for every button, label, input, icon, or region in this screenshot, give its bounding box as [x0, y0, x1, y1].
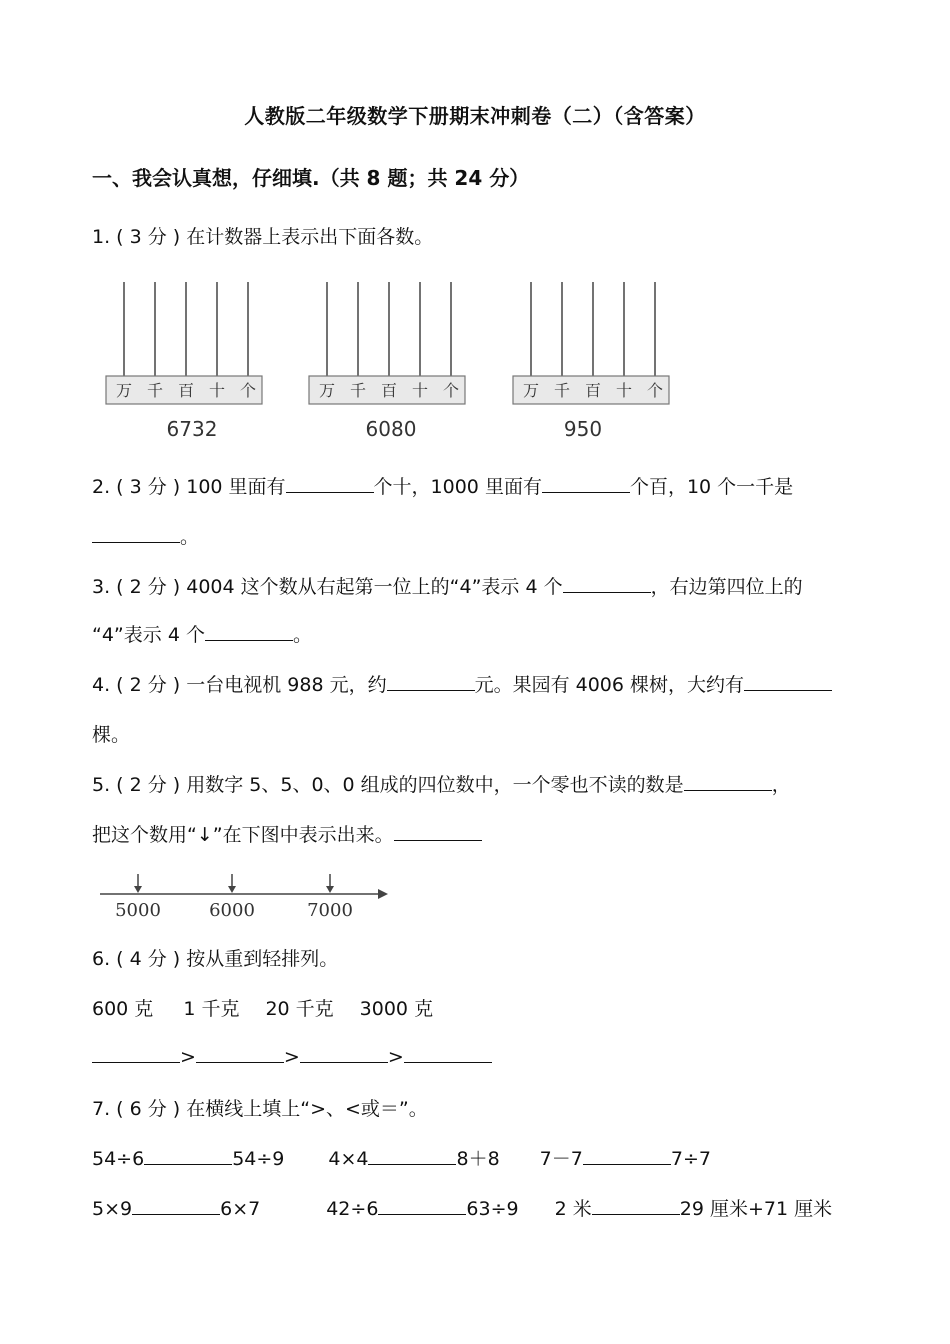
place-bai: 百	[177, 381, 195, 400]
abacus-number: 6732	[166, 417, 218, 441]
tick-label: 5000	[115, 900, 161, 921]
place-ge: 个	[239, 381, 257, 400]
answer-blank[interactable]	[744, 672, 832, 691]
place-qian: 千	[349, 381, 367, 400]
answer-blank[interactable]	[92, 524, 180, 543]
question-7: 7. ( 6 分 ) 在横线上填上“>、<或＝”。	[92, 1098, 428, 1120]
page-title: 人教版二年级数学下册期末冲刺卷（二）（含答案）	[244, 104, 706, 128]
question-1: 1. ( 3 分 ) 在计数器上表示出下面各数。	[92, 226, 434, 248]
question-6: 6. ( 4 分 ) 按从重到轻排列。	[92, 948, 339, 970]
question-5-cont: 把这个数用“↓”在下图中表示出来。	[92, 820, 482, 847]
answer-blank[interactable]	[132, 1196, 220, 1215]
answer-blank[interactable]	[300, 1044, 388, 1063]
place-ge: 个	[442, 381, 460, 400]
arrow-right-icon	[378, 889, 388, 899]
answer-blank[interactable]	[404, 1044, 492, 1063]
down-arrow-icon	[326, 886, 334, 893]
answer-blank[interactable]	[542, 474, 630, 493]
compare-row-2: 5×9 6×7 42÷6 63÷9 2 米 29 厘米+71 厘米	[92, 1198, 833, 1220]
answer-blank[interactable]	[378, 1196, 466, 1215]
answer-blank[interactable]	[196, 1044, 284, 1063]
answer-blank[interactable]	[387, 672, 475, 691]
place-wan: 万	[318, 381, 336, 400]
weight-items: 600 克 1 千克 20 千克 3000 克	[92, 998, 434, 1020]
question-4: 4. ( 2 分 ) 一台电视机 988 元，约 元。果园有 4006 棵树，大约有	[92, 670, 832, 697]
question-3: 3. ( 2 分 ) 4004 这个数从右起第一位上的“4”表示 4 个 ，右边第四位上的	[92, 576, 803, 598]
down-arrow-icon	[134, 886, 142, 893]
place-shi: 十	[208, 381, 226, 400]
section-heading: 一、我会认真想，仔细填.（共 8 题；共 24 分）	[92, 166, 530, 190]
place-ge: 个	[646, 381, 664, 400]
answer-blank[interactable]	[583, 1146, 671, 1165]
place-shi: 十	[615, 381, 633, 400]
answer-blank[interactable]	[92, 1044, 180, 1063]
question-3-cont: “4”表示 4 个 。	[92, 624, 312, 646]
answer-blank[interactable]	[592, 1196, 680, 1215]
answer-blank[interactable]	[563, 574, 651, 593]
down-arrow-icon	[228, 886, 236, 893]
answer-blank[interactable]	[394, 822, 482, 841]
abacus-number: 950	[563, 417, 603, 441]
answer-blank[interactable]	[144, 1146, 232, 1165]
place-shi: 十	[411, 381, 429, 400]
answer-blank[interactable]	[368, 1146, 456, 1165]
abacus-number: 6080	[365, 417, 417, 441]
abacus-3	[511, 276, 671, 446]
place-qian: 千	[146, 381, 164, 400]
abacus-2	[307, 276, 467, 446]
question-4-cont: 棵。	[92, 724, 131, 746]
answer-blank[interactable]	[684, 772, 772, 791]
ordering-blanks: > > >	[92, 1044, 492, 1068]
place-bai: 百	[380, 381, 398, 400]
answer-blank[interactable]	[286, 474, 374, 493]
tick-label: 7000	[307, 900, 353, 921]
number-line	[92, 864, 392, 928]
abacus-1	[104, 276, 264, 446]
place-wan: 万	[522, 381, 540, 400]
question-2-cont: 。	[92, 522, 199, 549]
question-2: 2. ( 3 分 ) 100 里面有 个十，1000 里面有 个百，10 个一千是	[92, 476, 794, 498]
place-wan: 万	[115, 381, 133, 400]
place-qian: 千	[553, 381, 571, 400]
tick-label: 6000	[209, 900, 255, 921]
answer-blank[interactable]	[205, 622, 293, 641]
question-5: 5. ( 2 分 ) 用数字 5、5、0、0 组成的四位数中，一个零也不读的数是 ，	[92, 774, 791, 796]
compare-row-1: 54÷6 54÷9 4×4 8＋8 7－7 7÷7	[92, 1148, 711, 1170]
place-bai: 百	[584, 381, 602, 400]
